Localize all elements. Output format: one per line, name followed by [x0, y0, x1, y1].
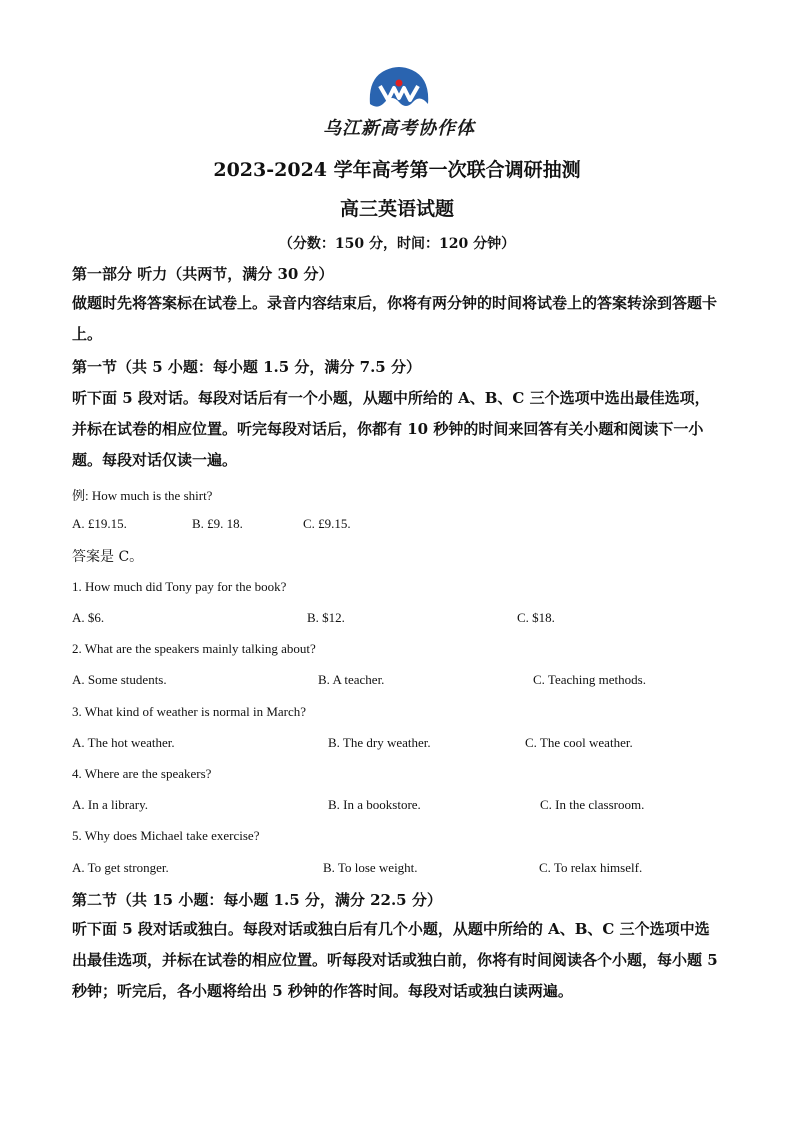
question-1: 1. How much did Tony pay for the book?: [72, 579, 287, 594]
section2-instruction: 听下面 5 段对话或独白。每段对话或独白后有几个小题，从题中所给的 A、B、C 三个选项中选出最佳选项，并标在试卷的相应位置。听每段对话或独白前，你将有时间阅读各个小题，每小题 5 秒钟；听完后，各小题将给出 5 秒钟的作答时间。每段对话或独白读两遍。: [72, 920, 718, 1000]
question-4: 4. Where are the speakers?: [72, 766, 212, 781]
question-3: 3. What kind of weather is normal in March?: [72, 704, 307, 719]
question-5-option-c: C. To relax himself.: [539, 860, 643, 875]
section2-heading: 第二节（共 15 小题：每小题 1.5 分，满分 22.5 分）: [72, 891, 442, 909]
example-answer: 答案是 C。: [72, 549, 144, 565]
question-3-option-c: C. The cool weather.: [525, 735, 633, 750]
part1-heading: 第一部分 听力（共两节，满分 30 分）: [72, 265, 334, 283]
question-2-option-b: B. A teacher.: [318, 672, 385, 687]
example-option-b: B. £9. 18.: [192, 516, 243, 531]
section1-heading: 第一节（共 5 小题：每小题 1.5 分，满分 7.5 分）: [72, 358, 421, 376]
exam-meta: （分数：150 分，时间：120 分钟）: [278, 236, 516, 252]
example-question: 例: How much is the shirt?: [72, 488, 213, 503]
question-2-option-c: C. Teaching methods.: [533, 672, 646, 687]
exam-subtitle: 高三英语试题: [339, 198, 454, 220]
logo-text: 乌江新高考协作体: [323, 118, 475, 139]
question-5: 5. Why does Michael take exercise?: [72, 828, 260, 843]
question-5-option-b: B. To lose weight.: [323, 860, 418, 875]
logo: [314, 64, 484, 138]
example-option-a: A. £19.15.: [72, 516, 127, 531]
example-option-c: C. £9.15.: [303, 516, 351, 531]
question-4-option-a: A. In a library.: [72, 797, 149, 812]
section1-instruction: 听下面 5 段对话。每段对话后有一个小题，从题中所给的 A、B、C 三个选项中选出最佳选项，并标在试卷的相应位置。听完每段对话后，你都有 10 秒钟的时间来回答有关小题和阅读下一小题。每段对话仅读一遍。: [72, 389, 710, 469]
logo-emblem-icon: [366, 64, 432, 114]
question-1-option-a: A. $6.: [72, 610, 105, 625]
exam-title: 2023-2024 学年高考第一次联合调研抽测: [213, 159, 581, 181]
question-3-option-a: A. The hot weather.: [72, 735, 175, 750]
question-4-option-b: B. In a bookstore.: [328, 797, 421, 812]
question-2-option-a: A. Some students.: [72, 672, 167, 687]
question-1-option-c: C. $18.: [517, 610, 555, 625]
question-5-option-a: A. To get stronger.: [72, 860, 169, 875]
part1-instruction: 做题时先将答案标在试卷上。录音内容结束后，你将有两分钟的时间将试卷上的答案转涂到答题卡上。: [72, 294, 718, 343]
question-2: 2. What are the speakers mainly talking about?: [72, 641, 316, 656]
question-4-option-c: C. In the classroom.: [540, 797, 645, 812]
question-1-option-b: B. $12.: [307, 610, 345, 625]
question-3-option-b: B. The dry weather.: [328, 735, 431, 750]
